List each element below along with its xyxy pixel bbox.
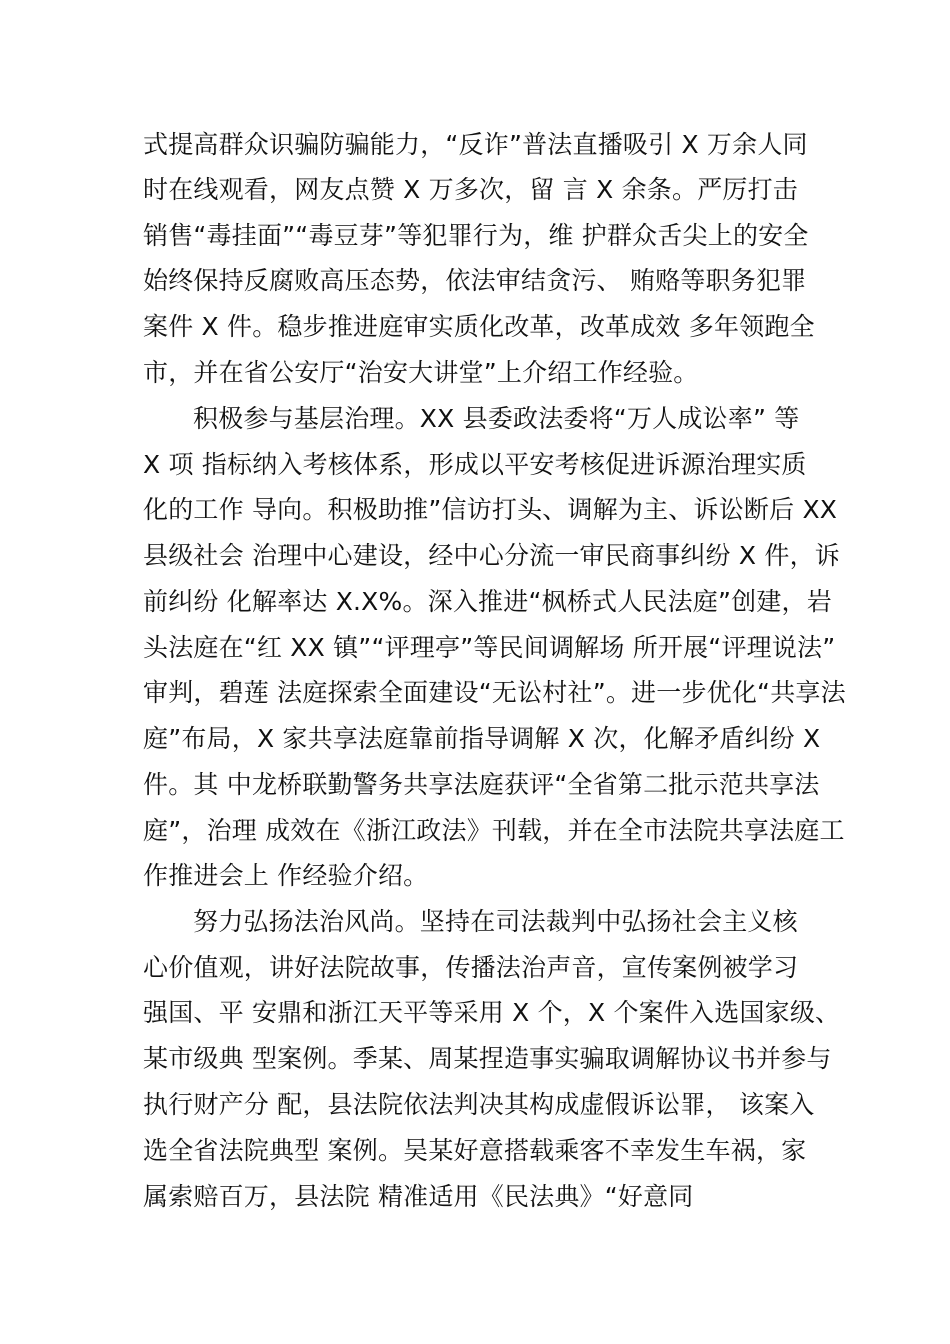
text-line: 案件 X 件。稳步推进庭审实质化改革，改革成效 多年领跑全 xyxy=(143,312,815,341)
text-line: 强国、平 安鼎和浙江天平等采用 X 个，X 个案件入选国家级、 xyxy=(143,998,841,1027)
text-line: 时在线观看，网友点赞 X 万多次，留 言 X 余条。严厉打击 xyxy=(143,175,798,204)
text-line: 销售“毒挂面”“毒豆芽”等犯罪行为，维 护群众舌尖上的安全 xyxy=(143,221,809,250)
text-line: 属索赔百万，县法院 精准适用《民法典》“好意同 xyxy=(143,1182,694,1211)
text-line: 式提高群众识骗防骗能力，“反诈”普法直播吸引 X 万余人同 xyxy=(143,130,808,159)
text-line: 件。其 中龙桥联勤警务共享法庭获评“全省第二批示范共享法 xyxy=(143,770,820,799)
text-line: X 项 指标纳入考核体系，形成以平安考核促进诉源治理实质 xyxy=(143,450,807,479)
text-line: 选全省法院典型 案例。吴某好意搭载乘客不幸发生车祸，家 xyxy=(143,1136,807,1165)
text-line: 某市级典 型案例。季某、周某捏造事实骗取调解协议书并参与 xyxy=(143,1044,832,1073)
text-line: 庭”，治理 成效在《浙江政法》刊载，并在全市法院共享法庭工 xyxy=(143,816,845,845)
text-line: 化的工作 导向。积极助推”信访打头、调解为主、诉讼断后 XX xyxy=(143,495,838,524)
text-line: 始终保持反腐败高压态势，依法审结贪污、 贿赂等职务犯罪 xyxy=(143,266,807,295)
text-line: 市，并在省公安厅“治安大讲堂”上介绍工作经验。 xyxy=(143,358,699,387)
text-line: 县级社会 治理中心建设，经中心分流一审民商事纠纷 X 件，诉 xyxy=(143,541,840,570)
paragraph-first-line: 积极参与基层治理。XX 县委政法委将“万人成讼率” 等 xyxy=(193,404,800,433)
text-line: 心价值观，讲好法院故事，传播法治声音，宣传案例被学习 xyxy=(143,953,799,982)
text-line: 审判，碧莲 法庭探索全面建设“无讼村社”。进一步优化“共享法 xyxy=(143,678,846,707)
text-line: 前纠纷 化解率达 X.X%。深入推进“枫桥式人民法庭”创建，岩 xyxy=(143,587,832,616)
text-line: 头法庭在“红 XX 镇”“评理亭”等民间调解场 所开展“评理说法” xyxy=(143,633,836,662)
text-line: 作推进会上 作经验介绍。 xyxy=(143,861,429,890)
text-line: 庭”布局，X 家共享法庭靠前指导调解 X 次，化解矛盾纠纷 X xyxy=(143,724,821,753)
paragraph-first-line: 努力弘扬法治风尚。坚持在司法裁判中弘扬社会主义核 xyxy=(193,907,798,936)
text-line: 执行财产分 配，县法院依法判决其构成虚假诉讼罪， 该案入 xyxy=(143,1090,815,1119)
